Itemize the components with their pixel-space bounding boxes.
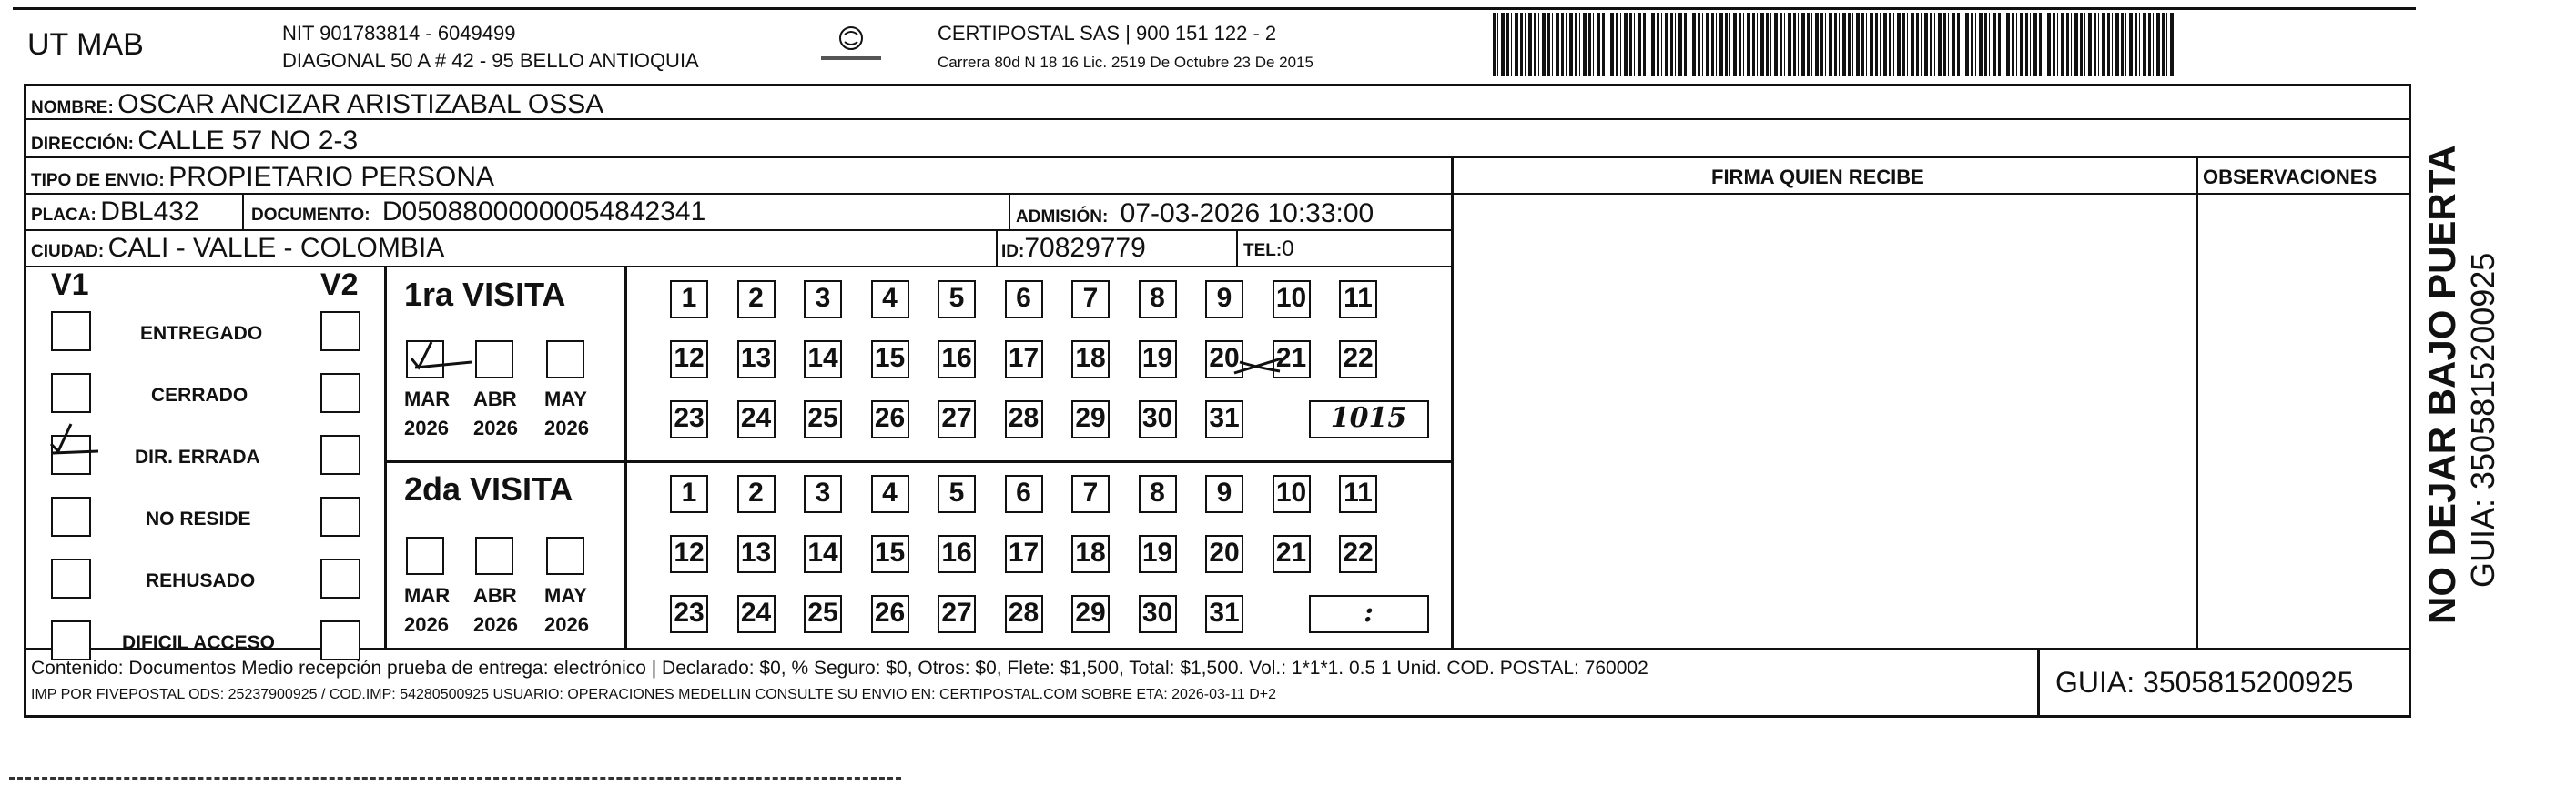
first-visit-day-box[interactable]: 10 — [1273, 280, 1311, 318]
first-visit-year-label: 2026 — [404, 417, 449, 439]
second-visit-month-checkbox[interactable] — [406, 537, 444, 575]
second-visit-day-box[interactable]: 1 — [670, 475, 708, 513]
cut-line — [9, 777, 901, 780]
v2-checkbox[interactable] — [320, 620, 360, 660]
footer-guia: GUIA: 3505815200925 — [2055, 666, 2354, 699]
second-visit-day-box[interactable]: 23 — [670, 595, 708, 633]
v1-label: V1 — [51, 267, 89, 302]
first-visit-day-box[interactable]: 11 — [1339, 280, 1377, 318]
first-visit-day-box[interactable]: 17 — [1005, 340, 1043, 378]
contenido-text: Contenido: Documentos Medio recepción prueba de entrega: electrónico | Declarado: $0, % Seguro: $0, Otros: $0, Flete: $1,500, Total: $1,500. Vol.: 1*1*1. 0.5 1 Unid. COD. POSTAL: 760002 — [31, 658, 1648, 679]
side-guia: GUIA: 3505815200925 — [2464, 252, 2501, 588]
v2-checkbox[interactable] — [320, 311, 360, 351]
first-visit-day-box[interactable]: 2 — [737, 280, 776, 318]
first-visit-day-box[interactable]: 22 — [1339, 340, 1377, 378]
scribble-mark-icon — [1231, 353, 1285, 385]
second-visit-day-box[interactable]: 15 — [871, 535, 909, 573]
checkmark-icon — [401, 337, 482, 378]
placa-value: DBL432 — [100, 196, 199, 227]
nombre-value: OSCAR ANCIZAR ARISTIZABAL OSSA — [117, 89, 604, 119]
first-visit-day-box[interactable]: 27 — [938, 400, 976, 438]
sender-address: DIAGONAL 50 A # 42 - 95 BELLO ANTIOQUIA — [282, 49, 699, 72]
second-visit-day-box[interactable]: 22 — [1339, 535, 1377, 573]
company-name: UT MAB — [27, 27, 144, 62]
v1-checkbox[interactable] — [51, 559, 91, 599]
first-visit-time-box[interactable]: 1015 — [1309, 400, 1429, 438]
certipostal-logo-icon — [810, 22, 892, 71]
second-visit-year-label: 2026 — [473, 613, 518, 636]
second-visit-year-label: 2026 — [404, 613, 449, 636]
first-visit-month-label: MAY — [544, 388, 587, 410]
tel-value: 0 — [1282, 237, 1294, 261]
first-visit-day-box[interactable]: 29 — [1071, 400, 1110, 438]
imp-text: IMP POR FIVEPOSTAL ODS: 25237900925 / COD.IMP: 54280500925 USUARIO: OPERACIONES MEDELLIN CONSULTE SU ENVIO EN: CERTIPOSTAL.COM SOBRE ETA: 2026-03-11 D+2 — [31, 687, 1277, 702]
ciudad-label: CIUDAD: — [31, 242, 105, 261]
first-visit-day-box[interactable]: 14 — [804, 340, 842, 378]
v1-checkbox[interactable] — [51, 497, 91, 537]
side-warning: NO DEJAR BAJO PUERTA — [2420, 145, 2463, 624]
tipo-envio-label: TIPO DE ENVIO: — [31, 171, 165, 190]
first-visit-day-box[interactable]: 4 — [871, 280, 909, 318]
second-visit-day-box[interactable]: 14 — [804, 535, 842, 573]
first-visit-day-box[interactable]: 25 — [804, 400, 842, 438]
second-visit-day-box[interactable]: 19 — [1139, 535, 1177, 573]
second-visit-day-box[interactable]: 12 — [670, 535, 708, 573]
admision-value: 07-03-2026 10:33:00 — [1120, 198, 1374, 228]
second-visit-day-box[interactable]: 8 — [1139, 475, 1177, 513]
second-visit-day-box[interactable]: 29 — [1071, 595, 1110, 633]
placa-label: PLACA: — [31, 206, 96, 225]
second-visit-title: 2da VISITA — [404, 470, 573, 508]
id-label: ID: — [1001, 242, 1025, 261]
first-visit-day-box[interactable]: 24 — [737, 400, 776, 438]
second-visit-time-box[interactable]: : — [1309, 595, 1429, 633]
second-visit-day-box[interactable]: 17 — [1005, 535, 1043, 573]
second-visit-month-label: MAY — [544, 584, 587, 607]
second-visit-day-box[interactable]: 27 — [938, 595, 976, 633]
second-visit-day-box[interactable]: 5 — [938, 475, 976, 513]
first-visit-day-box[interactable]: 12 — [670, 340, 708, 378]
second-visit-day-box[interactable]: 7 — [1071, 475, 1110, 513]
status-option-label: ENTREGADO — [140, 323, 263, 344]
second-visit-month-label: ABR — [473, 584, 517, 607]
second-visit-day-box[interactable]: 16 — [938, 535, 976, 573]
second-visit-day-box[interactable]: 28 — [1005, 595, 1043, 633]
tipo-envio-value: PROPIETARIO PERSONA — [168, 162, 495, 192]
second-visit-year-label: 2026 — [544, 613, 589, 636]
first-visit-day-box[interactable]: 20 — [1205, 340, 1243, 378]
second-visit-day-box[interactable]: 9 — [1205, 475, 1243, 513]
second-visit-day-box[interactable]: 4 — [871, 475, 909, 513]
v2-label: V2 — [320, 267, 359, 302]
first-visit-day-box[interactable]: 1 — [670, 280, 708, 318]
status-option-label: REHUSADO — [146, 570, 256, 591]
v2-checkbox[interactable] — [320, 435, 360, 475]
checkmark-icon — [44, 420, 107, 461]
v1-checkbox[interactable] — [51, 311, 91, 351]
second-visit-month-checkbox[interactable] — [475, 537, 513, 575]
documento-label: DOCUMENTO: — [251, 206, 370, 225]
nombre-label: NOMBRE: — [31, 98, 114, 117]
second-visit-month-label: MAR — [404, 584, 451, 607]
v2-checkbox[interactable] — [320, 373, 360, 413]
v2-checkbox[interactable] — [320, 497, 360, 537]
observaciones-header: OBSERVACIONES — [2203, 166, 2378, 188]
first-visit-title: 1ra VISITA — [404, 276, 566, 313]
first-visit-day-box[interactable]: 28 — [1005, 400, 1043, 438]
first-visit-month-checkbox[interactable] — [546, 340, 584, 378]
firma-header: FIRMA QUIEN RECIBE — [1711, 166, 1924, 188]
direccion-value: CALLE 57 NO 2-3 — [137, 126, 359, 156]
first-visit-day-box[interactable]: 5 — [938, 280, 976, 318]
first-visit-month-label: ABR — [473, 388, 517, 410]
second-visit-day-box[interactable]: 25 — [804, 595, 842, 633]
first-visit-day-box[interactable]: 8 — [1139, 280, 1177, 318]
second-visit-day-box[interactable]: 24 — [737, 595, 776, 633]
carrier-address: Carrera 80d N 18 16 Lic. 2519 De Octubre 23 De 2015 — [938, 54, 1313, 71]
first-visit-day-box[interactable]: 7 — [1071, 280, 1110, 318]
first-visit-day-box[interactable]: 19 — [1139, 340, 1177, 378]
status-option-label: DIR. ERRADA — [135, 447, 260, 468]
second-visit-day-box[interactable]: 26 — [871, 595, 909, 633]
first-visit-month-label: MAR — [404, 388, 451, 410]
first-visit-day-box[interactable]: 16 — [938, 340, 976, 378]
id-value: 70829779 — [1024, 233, 1146, 263]
status-option-label: CERRADO — [151, 385, 248, 406]
second-visit-day-box[interactable]: 18 — [1071, 535, 1110, 573]
first-visit-year-label: 2026 — [473, 417, 518, 439]
v1-checkbox[interactable] — [51, 373, 91, 413]
carrier-name: CERTIPOSTAL SAS | 900 151 122 - 2 — [938, 22, 1277, 45]
second-visit-day-box[interactable]: 13 — [737, 535, 776, 573]
direccion-label: DIRECCIÓN: — [31, 135, 134, 154]
v2-checkbox[interactable] — [320, 559, 360, 599]
second-visit-day-box[interactable]: 31 — [1205, 595, 1243, 633]
v1-checkbox[interactable] — [51, 620, 91, 660]
first-visit-day-box[interactable]: 6 — [1005, 280, 1043, 318]
first-visit-day-box[interactable]: 21 — [1273, 340, 1311, 378]
second-visit-day-box[interactable]: 10 — [1273, 475, 1311, 513]
status-option-label: DIFICIL ACCESO — [122, 632, 276, 653]
first-visit-day-box[interactable]: 3 — [804, 280, 842, 318]
first-visit-day-box[interactable]: 13 — [737, 340, 776, 378]
second-visit-day-box[interactable]: 2 — [737, 475, 776, 513]
barcode — [1493, 13, 2175, 76]
first-visit-day-box[interactable]: 26 — [871, 400, 909, 438]
ciudad-value: CALI - VALLE - COLOMBIA — [107, 233, 445, 263]
tel-label: TEL: — [1243, 241, 1283, 260]
second-visit-day-box[interactable]: 6 — [1005, 475, 1043, 513]
admision-label: ADMISIÓN: — [1016, 207, 1109, 227]
second-visit-day-box[interactable]: 21 — [1273, 535, 1311, 573]
first-visit-year-label: 2026 — [544, 417, 589, 439]
second-visit-day-box[interactable]: 20 — [1205, 535, 1243, 573]
nit: NIT 901783814 - 6049499 — [282, 22, 516, 45]
second-visit-month-checkbox[interactable] — [546, 537, 584, 575]
second-visit-day-box[interactable]: 3 — [804, 475, 842, 513]
second-visit-day-box[interactable]: 11 — [1339, 475, 1377, 513]
first-visit-day-box[interactable]: 31 — [1205, 400, 1243, 438]
first-visit-day-box[interactable]: 23 — [670, 400, 708, 438]
first-visit-day-box[interactable]: 30 — [1139, 400, 1177, 438]
status-option-label: NO RESIDE — [146, 509, 251, 529]
first-visit-day-box[interactable]: 9 — [1205, 280, 1243, 318]
documento-value: D05088000000054842341 — [381, 196, 706, 227]
first-visit-day-box[interactable]: 18 — [1071, 340, 1110, 378]
first-visit-day-box[interactable]: 15 — [871, 340, 909, 378]
second-visit-day-box[interactable]: 30 — [1139, 595, 1177, 633]
